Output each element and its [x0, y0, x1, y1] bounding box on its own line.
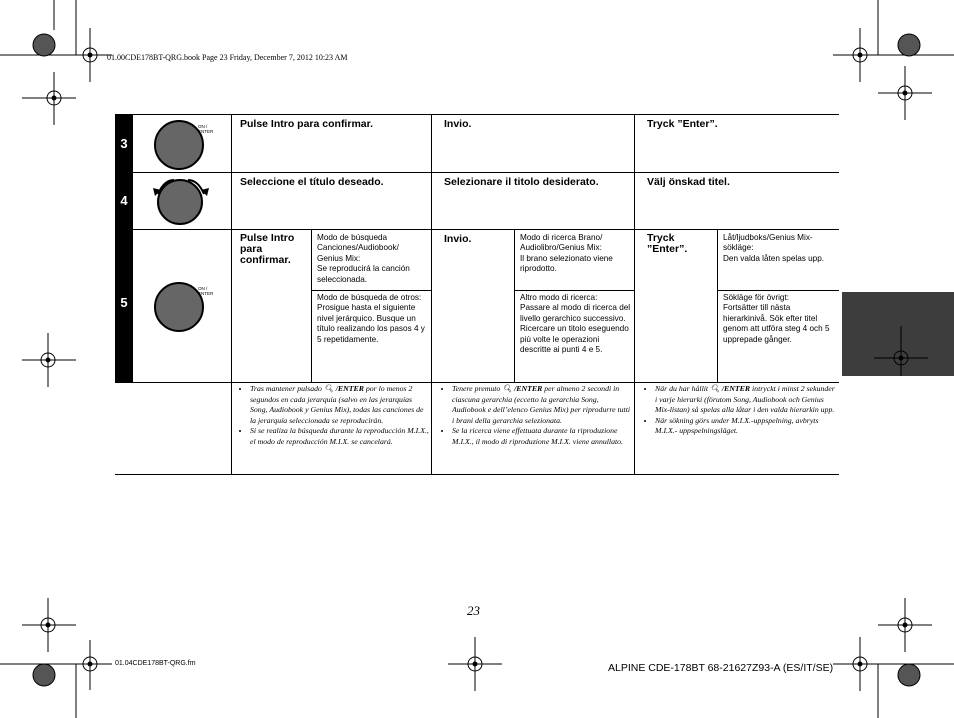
row5-es-a-body: Se reproducirá la canción seleccionada. — [317, 264, 410, 284]
rotate-arrows-icon — [150, 174, 212, 204]
row5-it-a-head: Modo di ricerca Brano/ Audiolibro/Genius Mix: — [520, 233, 603, 253]
row5-se-a-head: Låt/ljudboks/Genius Mix-sökläge: — [723, 233, 813, 253]
row5-es-a-head: Modo de búsqueda Canciones/Audiobook/ Genius Mix: — [317, 233, 399, 263]
note-it-1: • Tenere premuto 🔍︎ /ENTER per almeno 2 secondi in ciascuna gerarchia (eccetto la gerarchia Song, Audiobook e dell’elenco Genius Mix) per riprodurre tutti i brani della gerarchia selezionata. — [452, 384, 632, 426]
note-se-1: • När du har hållit 🔍︎ /ENTER intryckt i minst 2 sekunder i varje hierarki (förutom Song, Audiobook och Genius Mix-listan) så spelas alla låtar i den valda hierarkin upp. — [655, 384, 837, 416]
row5-se-a-body: Den valda låten spelas upp. — [723, 253, 825, 263]
table-rule — [115, 229, 839, 230]
knob-label: ON / ENTER — [198, 124, 214, 134]
book-info: 01.00CDE178BT-QRG.book Page 23 Friday, December 7, 2012 10:23 AM — [107, 53, 348, 62]
search-icon: 🔍︎ — [323, 384, 334, 393]
note-it-2: • Se la ricerca viene effettuata durante la riproduzione M.I.X., il modo di riproduzione M.I.X. viene annullato. — [452, 426, 632, 447]
row5-es-a — [317, 233, 427, 285]
row5-es-b-body: Prosigue hasta el siguiente nivel jerárquico. Busque un título realizando los pasos 4 y 5 repetidamente. — [317, 303, 425, 344]
notes-it — [442, 384, 632, 448]
note-se-2: • När sökning görs under M.I.X.-uppspelning, avbryts M.I.X.- uppspelningsläget. — [655, 416, 837, 437]
row3-it: Invio. — [444, 118, 472, 130]
table-rule — [115, 382, 839, 383]
note-es-2: • Si se realiza la búsqueda durante la reproducción M.I.X., el modo de reproducción M.I.X. se cancelará. — [250, 426, 430, 447]
table-rule — [311, 290, 431, 291]
rotary-knob-press-icon — [154, 282, 204, 332]
row5-se-b — [723, 293, 835, 345]
search-icon: 🔍︎ — [502, 384, 513, 393]
step-number-5: 5 — [115, 230, 133, 382]
row5-es-b-head: Modo de búsqueda de otros: — [317, 293, 422, 302]
row5-se-main: Tryck ”Enter”. — [647, 232, 688, 255]
row4-es: Seleccione el título deseado. — [240, 176, 384, 188]
row5-se-b-head: Sökläge för övrigt: — [723, 293, 789, 302]
tab-crosshair — [842, 292, 954, 376]
row5-it-main: Invio. — [444, 233, 472, 245]
footer-file: 01.04CDE178BT-QRG.fm — [115, 660, 196, 667]
table-rule — [115, 172, 839, 173]
note-es-1: • Tras mantener pulsado 🔍︎ /ENTER por lo menos 2 segundos en cada jerarquía (salvo en las jerarquías Song, Audiobook y Genius Mix), todas las canciones de la jerarquía seleccionada se reproducirán. — [250, 384, 430, 426]
page-number: 23 — [467, 603, 480, 618]
table-rule — [514, 290, 634, 291]
table-rule — [514, 229, 515, 382]
row5-it-b-head: Altro modo di ricerca: — [520, 293, 598, 302]
table-rule — [717, 229, 718, 382]
rotary-knob-press-icon — [154, 120, 204, 170]
table-rule — [231, 114, 232, 474]
row5-it-b-body: Passare al modo di ricerca del livello gerarchico successivo. Ricercare un titolo eseguendo più volte le operazioni descritte ai punti 4 e 5. — [520, 303, 631, 355]
row5-it-b — [520, 293, 632, 355]
table-rule — [717, 290, 839, 291]
row3-es: Pulse Intro para confirmar. — [240, 118, 374, 130]
footer-model: ALPINE CDE-178BT 68-21627Z93-A (ES/IT/SE) — [608, 662, 834, 674]
row3-se: Tryck ”Enter”. — [647, 118, 718, 130]
row5-se-b-body: Fortsätter till nästa hierarkinivå. Sök efter titel genom att utföra steg 4 och 5 upprepade gånger. — [723, 303, 830, 344]
table-rule — [115, 474, 839, 475]
row5-se-a — [723, 233, 835, 264]
table-rule — [115, 114, 839, 115]
notes-es — [240, 384, 430, 448]
step-number-4: 4 — [115, 173, 133, 229]
row5-it-a — [520, 233, 632, 275]
row5-es-b — [317, 293, 427, 345]
knob-label: ON / ENTER — [198, 286, 214, 296]
row4-se: Välj önskad titel. — [647, 176, 730, 188]
row5-es-main: Pulse Intro para confirmar. — [240, 232, 295, 266]
row4-it: Selezionare il titolo desiderato. — [444, 176, 599, 188]
step-number-3: 3 — [115, 115, 133, 172]
table-rule — [634, 114, 635, 474]
table-rule — [311, 229, 312, 382]
row5-it-a-body: Il brano selezionato viene riprodotto. — [520, 253, 613, 274]
table-rule — [431, 114, 432, 474]
notes-se — [645, 384, 837, 437]
search-icon: 🔍︎ — [710, 384, 720, 393]
